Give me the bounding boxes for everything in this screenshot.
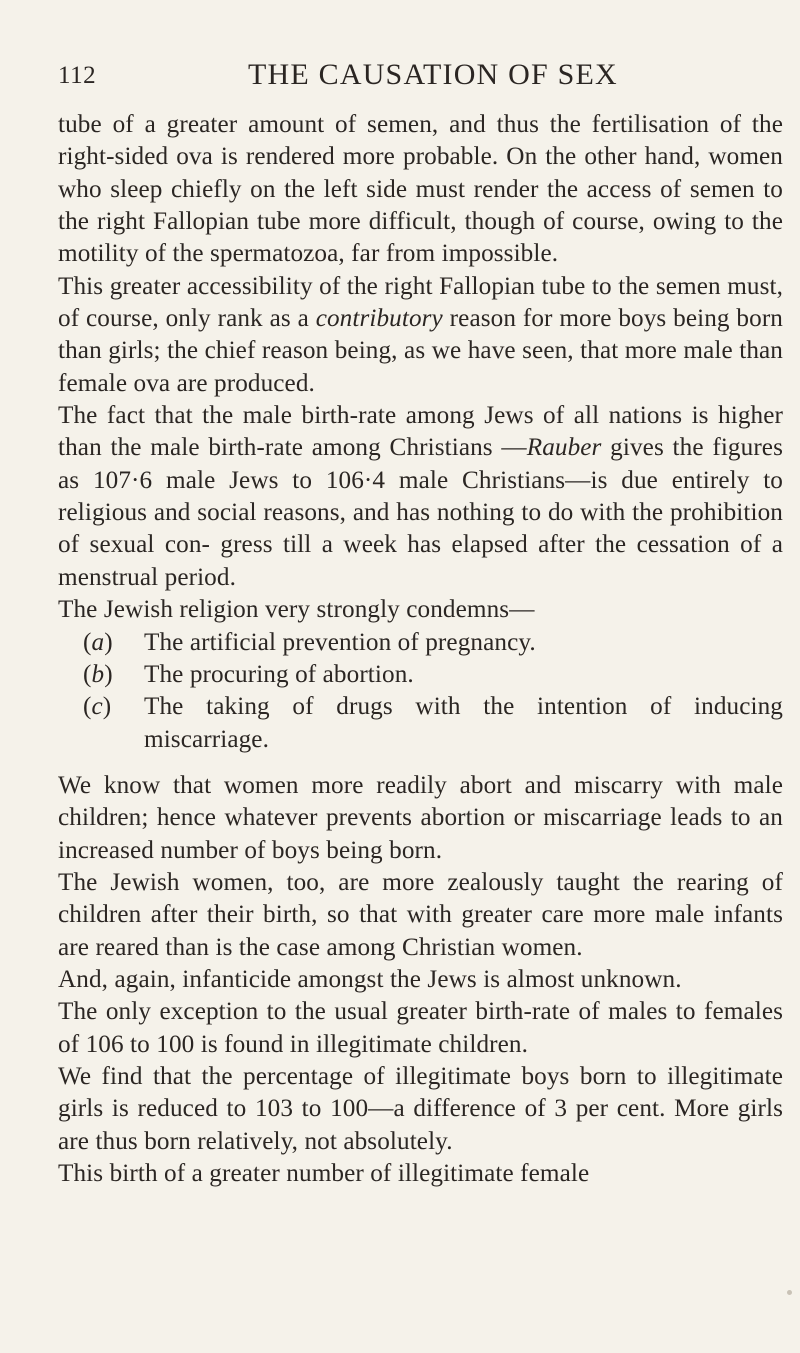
paragraph: We find that the percentage of illegitimate boys born to illegitimate girls is reduced to 103 to 100—a difference of 3 per cent. More girls are thus born relatively, not absolutely. bbox=[58, 1062, 783, 1155]
page-number: 112 bbox=[58, 62, 97, 89]
running-head: THE CAUSATION OF SEX bbox=[248, 58, 618, 91]
list-marker: (a) bbox=[83, 628, 113, 656]
body-text bbox=[58, 109, 783, 1190]
page-header bbox=[58, 58, 758, 98]
spacer bbox=[58, 756, 783, 770]
list-item: (a) The artificial prevention of pregnancy. bbox=[58, 627, 783, 659]
paper-spot bbox=[787, 1290, 792, 1295]
list-marker: (b) bbox=[83, 660, 113, 688]
emphasis: contributory bbox=[315, 305, 443, 333]
paragraph: We know that women more readily abort and miscarry with male children; hence whatever prevents abortion or miscarriage leads to an increased number of boys being born. bbox=[58, 771, 783, 864]
list-item: (b) The procuring of abortion. bbox=[58, 659, 783, 691]
paragraph: The fact that the male birth-rate among Jews of all nations is higher than the male birth-rate among Christians —Rauber gives the figures as 107·6 male Jews to 106·4 male Christians—is due entirely to religious and social reasons, and has nothing to do with the prohibition of sexual con- gress till a week has elapsed after the cessation of a menstrual period. bbox=[58, 402, 783, 591]
paragraph: The only exception to the usual greater birth-rate of males to females of 106 to 100 is found in illegitimate children. bbox=[58, 998, 783, 1058]
paragraph: This birth of a greater number of illegitimate female bbox=[58, 1160, 590, 1187]
paragraph: The Jewish women, too, are more zealously taught the rearing of children after their birth, so that with greater care more male infants are reared than is the case among Christian women. bbox=[58, 868, 783, 961]
paragraph: The Jewish religion very strongly condemns— bbox=[58, 596, 535, 624]
prohibition-list bbox=[58, 627, 783, 756]
paragraph: tube of a greater amount of semen, and thus the fertilisation of the right-sided ova is rendered more probable. On the other hand, women who sleep chiefly on the left side must render the access of semen to the right Fallopian tube more difficult, though of course, owing to the motility of the spermatozoa, far from impossible. bbox=[58, 111, 783, 268]
paragraph: This greater accessibility of the right Fallopian tube to the semen must, of course, only rank as a contributory reason for more boys being born than girls; the chief reason being, as we have seen, that more male than female ova are produced. bbox=[58, 272, 783, 397]
paragraph: And, again, infanticide amongst the Jews is almost unknown. bbox=[58, 965, 682, 993]
author-name: Rauber bbox=[526, 434, 602, 462]
list-marker: (c) bbox=[83, 693, 112, 721]
list-item: (c) The taking of drugs with the intention of inducing miscarriage. bbox=[83, 693, 783, 753]
